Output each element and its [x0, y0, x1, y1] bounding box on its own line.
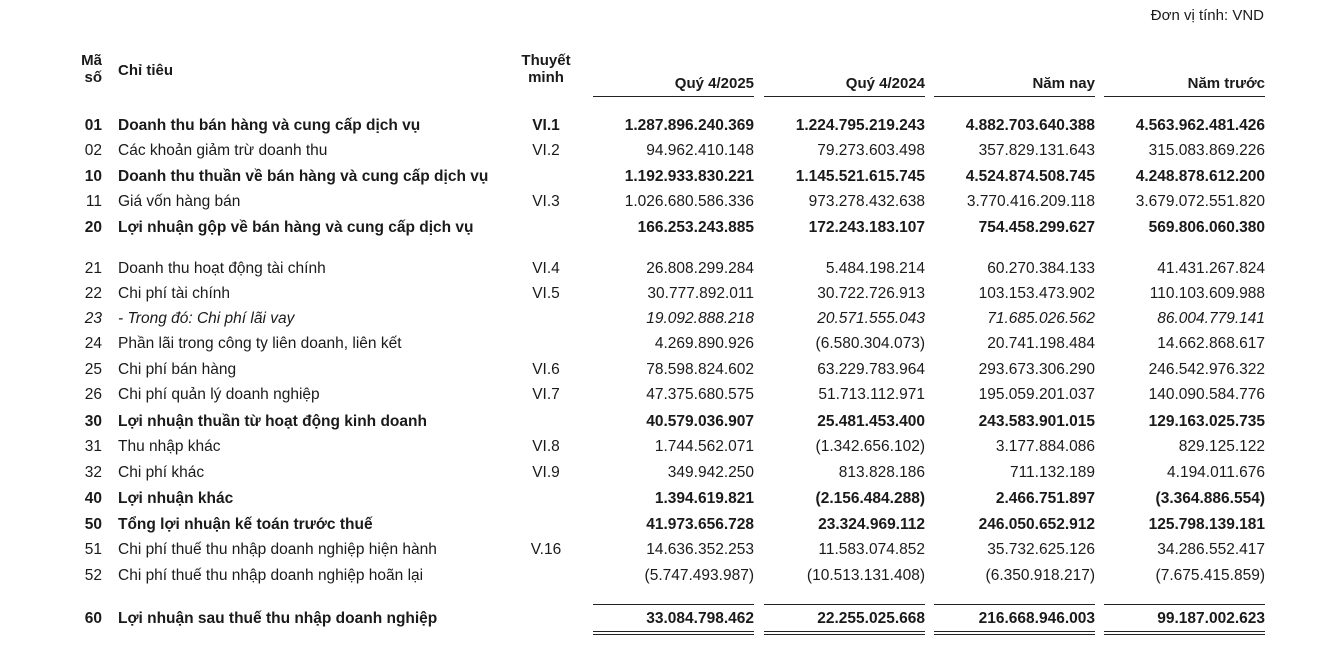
header-q4-2025: Quý 4/2025	[674, 75, 754, 92]
row-note: VI.2	[532, 142, 560, 159]
value-q4-2025: 41.973.656.728	[646, 516, 754, 533]
value-q4-2025: 94.962.410.148	[646, 142, 754, 159]
value-this-year: 754.458.299.627	[978, 219, 1095, 236]
row-code: 30	[84, 413, 102, 430]
value-last-year: 3.679.072.551.820	[1135, 193, 1265, 210]
header-underline	[764, 96, 925, 97]
row-code: 24	[84, 335, 102, 352]
row-name: Chi phí quản lý doanh nghiệp	[118, 386, 320, 403]
row-code: 10	[84, 168, 102, 185]
row-name: Chi phí khác	[118, 464, 205, 481]
value-this-year: 71.685.026.562	[987, 310, 1095, 327]
header-note-line2: minh	[528, 69, 564, 86]
value-q4-2025: 4.269.890.926	[654, 335, 754, 352]
value-q4-2024: (2.156.484.288)	[815, 490, 925, 507]
row-code: 51	[84, 541, 102, 558]
header-note-line1: Thuyết	[521, 52, 571, 69]
value-this-year: 35.732.625.126	[987, 541, 1095, 558]
row-code: 31	[84, 438, 102, 455]
row-note: VI.1	[532, 117, 560, 134]
table-row	[0, 360, 1334, 380]
table-row	[0, 609, 1334, 629]
table-row	[0, 192, 1334, 212]
header-last-year: Năm trước	[1187, 75, 1265, 92]
value-this-year: 2.466.751.897	[995, 490, 1095, 507]
value-this-year: 243.583.901.015	[978, 413, 1095, 430]
row-note: VI.6	[532, 361, 560, 378]
value-q4-2025: 1.026.680.586.336	[624, 193, 754, 210]
value-this-year: (6.350.918.217)	[985, 567, 1095, 584]
row-code: 02	[84, 142, 102, 159]
value-this-year: 4.524.874.508.745	[965, 168, 1095, 185]
total-rule-below-2	[764, 634, 925, 635]
row-note: V.16	[530, 541, 562, 558]
value-q4-2024: 30.722.726.913	[817, 285, 925, 302]
value-q4-2025: 166.253.243.885	[637, 219, 754, 236]
value-this-year: 246.050.652.912	[978, 516, 1095, 533]
value-q4-2024: 172.243.183.107	[808, 219, 925, 236]
header-underline	[1104, 96, 1265, 97]
table-row	[0, 167, 1334, 187]
value-last-year: 569.806.060.380	[1148, 219, 1265, 236]
row-name: Lợi nhuận sau thuế thu nhập doanh nghiệp	[118, 610, 438, 627]
total-rule-below-2	[593, 634, 754, 635]
header-underline	[934, 96, 1095, 97]
value-q4-2024: (10.513.131.408)	[806, 567, 925, 584]
row-note: VI.8	[532, 438, 560, 455]
value-this-year: 4.882.703.640.388	[965, 117, 1095, 134]
header-q4-2024: Quý 4/2024	[845, 75, 925, 92]
table-row	[0, 116, 1334, 136]
value-q4-2024: 1.224.795.219.243	[795, 117, 925, 134]
row-name: Thu nhập khác	[118, 438, 221, 455]
table-row	[0, 515, 1334, 535]
value-q4-2025: 33.084.798.462	[646, 610, 754, 627]
table-row	[0, 334, 1334, 354]
row-code: 20	[84, 219, 102, 236]
row-note: VI.7	[532, 386, 560, 403]
value-q4-2025: 30.777.892.011	[647, 285, 754, 302]
total-rule-below-2	[934, 634, 1095, 635]
header-code-line2: số	[84, 69, 102, 86]
value-this-year: 3.177.884.086	[995, 438, 1095, 455]
row-name: - Trong đó: Chi phí lãi vay	[118, 310, 295, 327]
value-q4-2024: 1.145.521.615.745	[795, 168, 925, 185]
row-code: 26	[84, 386, 102, 403]
row-name: Chi phí thuế thu nhập doanh nghiệp hiện hành	[118, 541, 437, 558]
value-q4-2024: 973.278.432.638	[808, 193, 925, 210]
value-last-year: 129.163.025.735	[1148, 413, 1265, 430]
value-q4-2025: 47.375.680.575	[646, 386, 754, 403]
value-last-year: 140.090.584.776	[1148, 386, 1265, 403]
row-code: 22	[84, 285, 102, 302]
value-q4-2025: (5.747.493.987)	[644, 567, 754, 584]
row-name: Lợi nhuận thuần từ hoạt động kinh doanh	[118, 413, 427, 430]
value-last-year: 86.004.779.141	[1157, 310, 1265, 327]
total-rule-below-1	[764, 631, 925, 632]
unit-label: Đơn vị tính: VND	[1150, 7, 1264, 24]
total-rule-above	[764, 604, 925, 605]
value-last-year: 829.125.122	[1178, 438, 1265, 455]
row-code: 25	[84, 361, 102, 378]
header-this-year: Năm nay	[1032, 75, 1095, 92]
header-underline	[593, 96, 754, 97]
value-q4-2024: 813.828.186	[838, 464, 925, 481]
table-row	[0, 218, 1334, 238]
value-this-year: 103.153.473.902	[978, 285, 1095, 302]
row-code: 52	[84, 567, 102, 584]
row-name: Phần lãi trong công ty liên doanh, liên kết	[118, 335, 402, 352]
value-q4-2025: 19.092.888.218	[646, 310, 754, 327]
table-row	[0, 489, 1334, 509]
row-code: 11	[85, 193, 102, 210]
value-q4-2024: (6.580.304.073)	[815, 335, 925, 352]
table-row	[0, 437, 1334, 457]
value-last-year: 41.431.267.824	[1157, 260, 1265, 277]
value-last-year: 99.187.002.623	[1157, 610, 1265, 627]
value-this-year: 711.132.189	[1009, 464, 1095, 481]
value-q4-2024: 51.713.112.971	[818, 386, 925, 403]
table-row	[0, 463, 1334, 483]
value-q4-2024: 79.273.603.498	[817, 142, 925, 159]
table-row	[0, 385, 1334, 405]
row-name: Doanh thu bán hàng và cung cấp dịch vụ	[118, 117, 421, 134]
row-code: 60	[84, 610, 102, 627]
row-code: 21	[84, 260, 102, 277]
value-this-year: 293.673.306.290	[978, 361, 1095, 378]
table-row	[0, 566, 1334, 586]
value-q4-2025: 78.598.824.602	[646, 361, 754, 378]
total-rule-below-1	[1104, 631, 1265, 632]
value-q4-2024: 63.229.783.964	[817, 361, 925, 378]
value-q4-2025: 1.394.619.821	[654, 490, 754, 507]
value-q4-2025: 1.287.896.240.369	[624, 117, 754, 134]
row-name: Tổng lợi nhuận kế toán trước thuế	[118, 516, 373, 533]
value-q4-2024: (1.342.656.102)	[815, 438, 925, 455]
value-last-year: 34.286.552.417	[1157, 541, 1265, 558]
row-code: 40	[84, 490, 102, 507]
total-rule-above	[1104, 604, 1265, 605]
total-rule-above	[934, 604, 1095, 605]
table-row	[0, 259, 1334, 279]
row-name: Lợi nhuận gộp về bán hàng và cung cấp dịch vụ	[118, 219, 474, 236]
table-row	[0, 284, 1334, 304]
value-this-year: 20.741.198.484	[987, 335, 1095, 352]
header-code	[66, 52, 102, 86]
row-code: 32	[84, 464, 102, 481]
row-note: VI.3	[532, 193, 560, 210]
row-name: Chi phí bán hàng	[118, 361, 237, 378]
value-last-year: 315.083.869.226	[1148, 142, 1265, 159]
total-rule-above	[593, 604, 754, 605]
value-q4-2024: 5.484.198.214	[825, 260, 925, 277]
header-name: Chỉ tiêu	[118, 62, 173, 79]
value-q4-2024: 23.324.969.112	[818, 516, 925, 533]
value-last-year: 125.798.139.181	[1148, 516, 1265, 533]
header-note	[513, 52, 579, 86]
table-row	[0, 540, 1334, 560]
value-q4-2024: 25.481.453.400	[817, 413, 925, 430]
value-this-year: 216.668.946.003	[978, 610, 1095, 627]
row-code: 01	[84, 117, 102, 134]
value-last-year: 14.662.868.617	[1157, 335, 1265, 352]
value-this-year: 3.770.416.209.118	[966, 193, 1095, 210]
row-note: VI.4	[532, 260, 560, 277]
value-q4-2025: 14.636.352.253	[646, 541, 754, 558]
value-q4-2024: 20.571.555.043	[817, 310, 925, 327]
row-note: VI.9	[532, 464, 560, 481]
value-this-year: 60.270.384.133	[987, 260, 1095, 277]
row-name: Chi phí thuế thu nhập doanh nghiệp hoãn lại	[118, 567, 424, 584]
total-rule-below-2	[1104, 634, 1265, 635]
row-note: VI.5	[532, 285, 560, 302]
row-name: Chi phí tài chính	[118, 285, 231, 302]
table-row	[0, 309, 1334, 329]
value-q4-2025: 40.579.036.907	[646, 413, 754, 430]
value-q4-2024: 11.583.074.852	[818, 541, 925, 558]
row-code: 50	[84, 516, 102, 533]
value-q4-2025: 1.744.562.071	[654, 438, 754, 455]
value-last-year: (7.675.415.859)	[1155, 567, 1265, 584]
row-name: Các khoản giảm trừ doanh thu	[118, 142, 328, 159]
value-q4-2025: 349.942.250	[667, 464, 754, 481]
value-last-year: 4.248.878.612.200	[1135, 168, 1265, 185]
row-name: Giá vốn hàng bán	[118, 193, 241, 210]
total-rule-below-1	[934, 631, 1095, 632]
table-row	[0, 141, 1334, 161]
row-name: Doanh thu thuần về bán hàng và cung cấp dịch vụ	[118, 168, 489, 185]
total-rule-below-1	[593, 631, 754, 632]
value-q4-2025: 26.808.299.284	[646, 260, 754, 277]
value-q4-2025: 1.192.933.830.221	[624, 168, 754, 185]
value-last-year: 110.103.609.988	[1149, 285, 1265, 302]
value-this-year: 195.059.201.037	[978, 386, 1095, 403]
row-name: Doanh thu hoạt động tài chính	[118, 260, 326, 277]
row-code: 23	[84, 310, 102, 327]
table-row	[0, 412, 1334, 432]
header-code-line1: Mã	[81, 52, 102, 69]
value-q4-2024: 22.255.025.668	[817, 610, 925, 627]
value-last-year: 4.563.962.481.426	[1135, 117, 1265, 134]
value-last-year: 246.542.976.322	[1148, 361, 1265, 378]
value-this-year: 357.829.131.643	[978, 142, 1095, 159]
value-last-year: (3.364.886.554)	[1155, 490, 1265, 507]
row-name: Lợi nhuận khác	[118, 490, 234, 507]
value-last-year: 4.194.011.676	[1167, 464, 1265, 481]
